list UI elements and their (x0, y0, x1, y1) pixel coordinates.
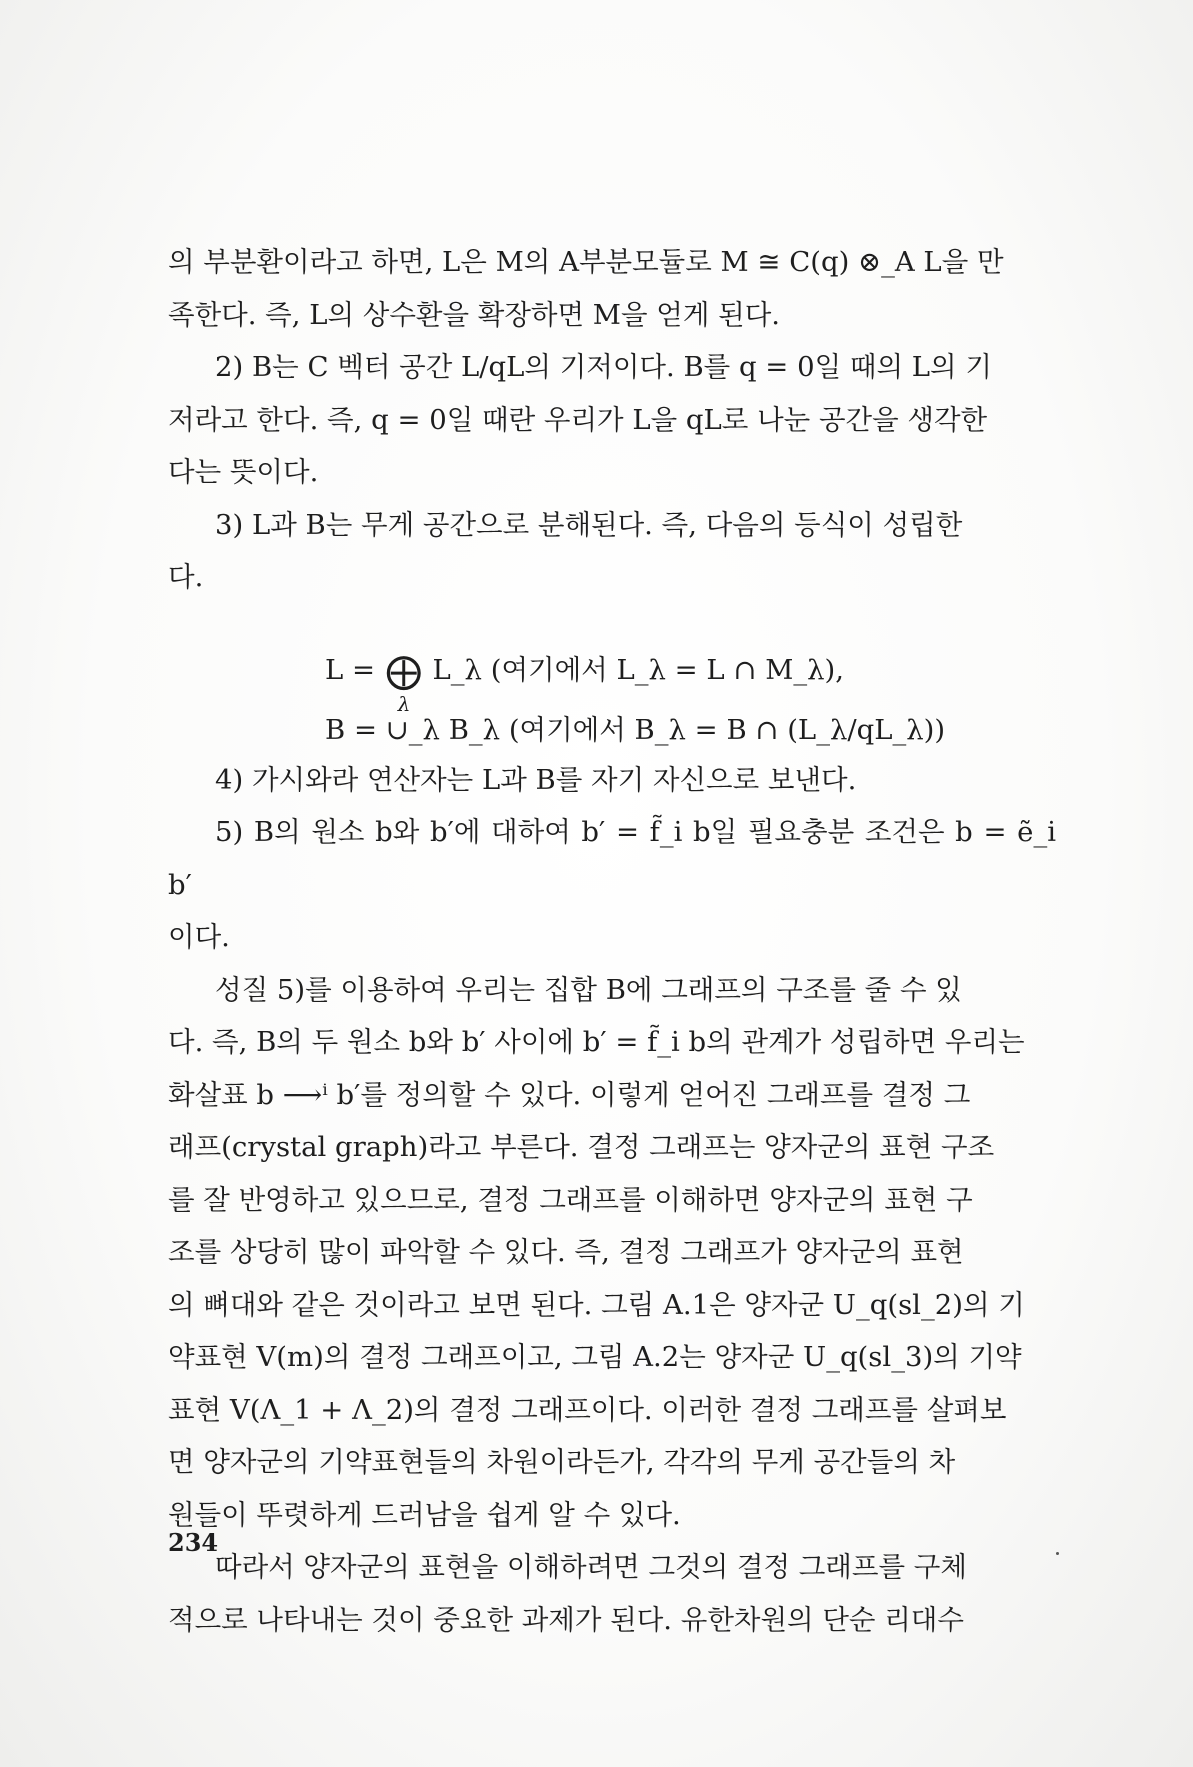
text-line: 이다. (168, 921, 230, 953)
equation-block (168, 604, 1056, 754)
text-line: 원들이 뚜렷하게 드러남을 쉽게 알 수 있다. (168, 1498, 681, 1531)
text-line: 약표현 V(m)의 결정 그래프이고, 그림 A.2는 양자군 U_q(sl_3)의 기약 (168, 1341, 1022, 1373)
text-line: 다. 즉, B의 두 원소 b와 b′ 사이에 b′ = f̃_i b의 관계가 성립하면 우리는 (168, 1026, 1025, 1058)
body-text (168, 236, 1056, 1646)
text-line: 3) L과 B는 무게 공간으로 분해된다. 즉, 다음의 등식이 성립한 (215, 508, 963, 541)
text-line: 성질 5)를 이용하여 우리는 집합 B에 그래프의 구조를 줄 수 있 (215, 973, 962, 1006)
text-line: 표현 V(Λ_1 + Λ_2)의 결정 그래프이다. 이러한 결정 그래프를 살펴보 (168, 1393, 1007, 1426)
text-line: 화살표 b ⟶ⁱ b′를 정의할 수 있다. 이렇게 얻어진 그래프를 결정 그 (168, 1078, 971, 1111)
text-line: 래프(crystal graph)라고 부른다. 결정 그래프는 양자군의 표현 구조 (168, 1131, 995, 1163)
text-line: 5) B의 원소 b와 b′에 대하여 b′ = f̃_i b일 필요충분 조건은 b = ẽ_i b′ (168, 816, 1056, 901)
page-number: 234 (168, 1528, 219, 1557)
equation-line-2: B = ∪_λ B_λ (여기에서 B_λ = B ∩ (L_λ/qL_λ)) (325, 713, 946, 746)
text-line: 다는 뜻이다. (168, 456, 319, 488)
margin-dot (1056, 1552, 1059, 1555)
equation-lhs: L = (325, 653, 376, 686)
text-line: 저라고 한다. 즉, q = 0일 때란 우리가 L을 qL로 나눈 공간을 생각한 (168, 403, 988, 436)
text-line: 적으로 나타내는 것이 중요한 과제가 된다. 유한차원의 단순 리대수 (168, 1603, 964, 1636)
text-line: 2) B는 C 벡터 공간 L/qL의 기저이다. B를 q = 0일 때의 L의 기 (215, 351, 992, 383)
text-line: 조를 상당히 많이 파악할 수 있다. 즉, 결정 그래프가 양자군의 표현 (168, 1236, 964, 1268)
direct-sum-symbol: ⨁ (385, 650, 422, 692)
equation-line-1 (325, 644, 845, 716)
text-line: 따라서 양자군의 표현을 이해하려면 그것의 결정 그래프를 구체 (215, 1551, 967, 1583)
text-line: 의 부분환이라고 하면, L은 M의 A부분모듈로 M ≅ C(q) ⊗_A L을 만 (168, 246, 1004, 278)
text-line: 4) 가시와라 연산자는 L과 B를 자기 자신으로 보낸다. (215, 763, 857, 796)
text-line: 를 잘 반영하고 있으므로, 결정 그래프를 이해하면 양자군의 표현 구 (168, 1183, 973, 1216)
text-line: 면 양자군의 기약표현들의 차원이라든가, 각각의 무게 공간들의 차 (168, 1446, 956, 1478)
direct-sum-index: λ (397, 691, 411, 716)
text-line: 족한다. 즉, L의 상수환을 확장하면 M을 얻게 된다. (168, 298, 781, 331)
text-line: 다. (168, 561, 204, 593)
equation-rhs: L_λ (여기에서 L_λ = L ∩ M_λ), (432, 653, 845, 686)
text-line: 의 뼈대와 같은 것이라고 보면 된다. 그림 A.1은 양자군 U_q(sl_2)의 기 (168, 1288, 1025, 1321)
